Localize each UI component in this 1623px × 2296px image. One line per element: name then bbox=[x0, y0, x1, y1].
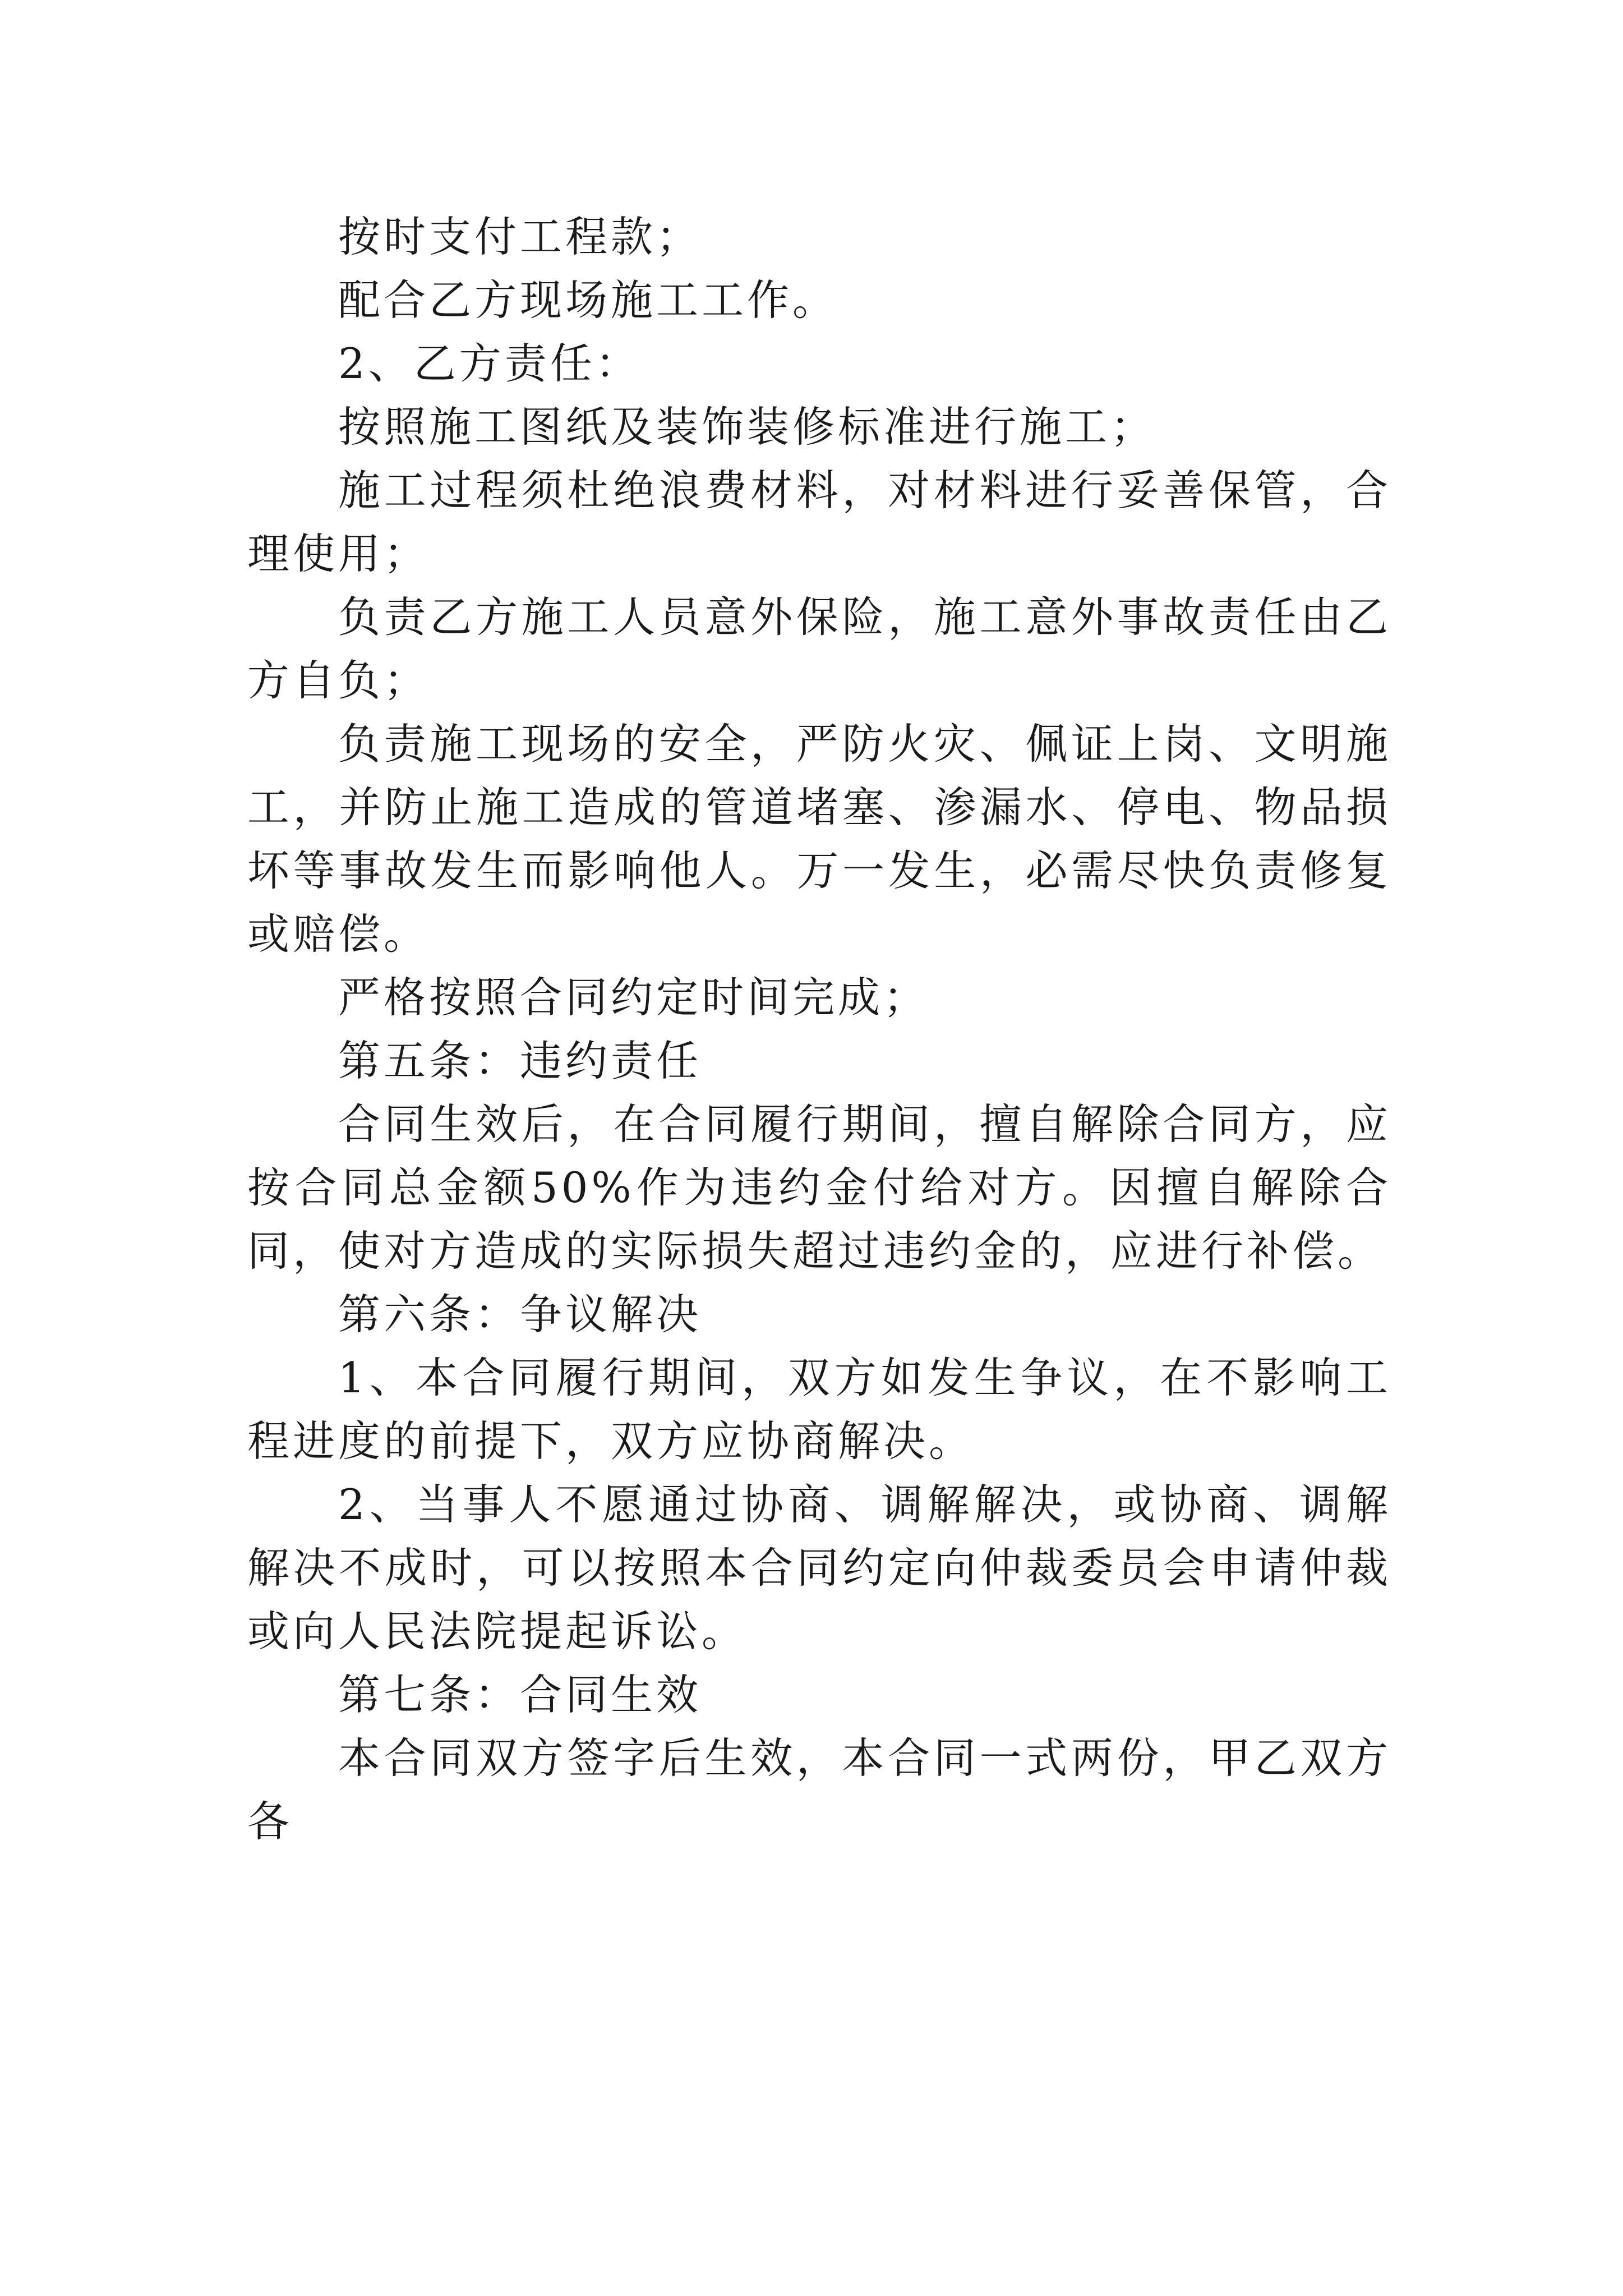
article-6-heading: 第六条：争议解决 bbox=[338, 1290, 702, 1339]
paragraph-party-b-responsibility-heading: 2、乙方责任： bbox=[338, 339, 641, 388]
paragraph-dispute-negotiation: 1、本合同履行期间，双方如发生争议，在不影响工程进度的前提下，双方应协商解决。 bbox=[247, 1353, 1391, 1466]
paragraph-arbitration-litigation: 2、当事人不愿通过协商、调解解决，或协商、调解解决不成时，可以按照本合同约定向仲裁委员会申请仲裁或向人民法院提起诉讼。 bbox=[247, 1480, 1391, 1656]
paragraph-follow-drawings: 按照施工图纸及装饰装修标准进行施工； bbox=[338, 402, 1156, 452]
article-5-heading: 第五条：违约责任 bbox=[338, 1036, 702, 1085]
paragraph-complete-on-time: 严格按照合同约定时间完成； bbox=[338, 973, 929, 1022]
paragraph-breach-penalty: 合同生效后，在合同履行期间，擅自解除合同方，应按合同总金额50%作为违约金付给对方。因擅自解除合同，使对方造成的实际损失超过违约金的，应进行补偿。 bbox=[247, 1099, 1391, 1276]
article-7-heading: 第七条：合同生效 bbox=[338, 1670, 702, 1719]
contract-body bbox=[247, 205, 1391, 1853]
paragraph-accident-insurance: 负责乙方施工人员意外保险，施工意外事故责任由乙方自负； bbox=[247, 592, 1391, 705]
paragraph-pay-on-time: 按时支付工程款； bbox=[338, 212, 702, 261]
paragraph-avoid-waste: 施工过程须杜绝浪费材料，对材料进行妥善保管，合理使用； bbox=[247, 466, 1391, 578]
paragraph-contract-effective: 本合同双方签字后生效，本合同一式两份，甲乙双方各 bbox=[247, 1733, 1391, 1846]
paragraph-site-safety: 负责施工现场的安全，严防火灾、佩证上岗、文明施工，并防止施工造成的管道堵塞、渗漏水、停电、物品损坏等事故发生而影响他人。万一发生，必需尽快负责修复或赔偿。 bbox=[247, 719, 1391, 959]
paragraph-cooperate-site-work: 配合乙方现场施工工作。 bbox=[338, 275, 838, 325]
